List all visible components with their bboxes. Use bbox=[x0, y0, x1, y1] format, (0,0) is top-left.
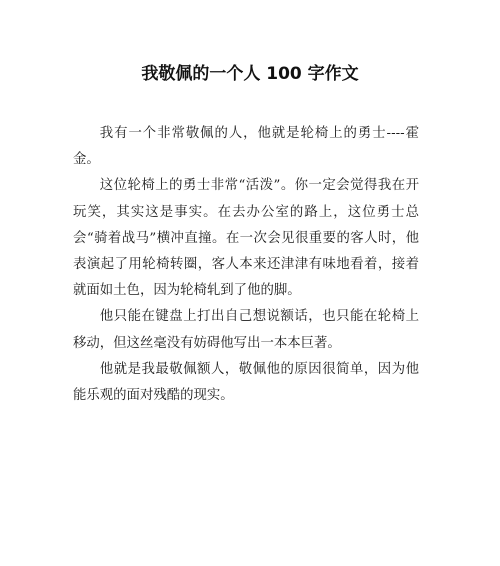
paragraph: 他只能在键盘上打出自己想说额话，也只能在轮椅上移动，但这丝毫没有妨碍他写出一本本巨著。 bbox=[73, 309, 419, 351]
document-body bbox=[73, 121, 419, 409]
paragraph: 他就是我最敬佩额人，敬佩他的原因很简单，因为他能乐观的面对残酷的现实。 bbox=[73, 361, 419, 404]
paragraph: 这位轮椅上的勇士非常“活泼”。你一定会觉得我在开玩笑，其实这是事实。在去办公室的路上，这位勇士总会“骑着战马”横冲直撞。在一次会见很重要的客人时，他表演起了用轮椅转圈，客人本来还津津有味地看着，接着就面如土色，因为轮椅轧到了他的脚。 bbox=[73, 178, 419, 299]
document-title: 我敬佩的一个人 100 字作文 bbox=[141, 64, 359, 84]
paragraph: 我有一个非常敬佩的人，他就是轮椅上的勇士----霍金。 bbox=[73, 126, 419, 168]
